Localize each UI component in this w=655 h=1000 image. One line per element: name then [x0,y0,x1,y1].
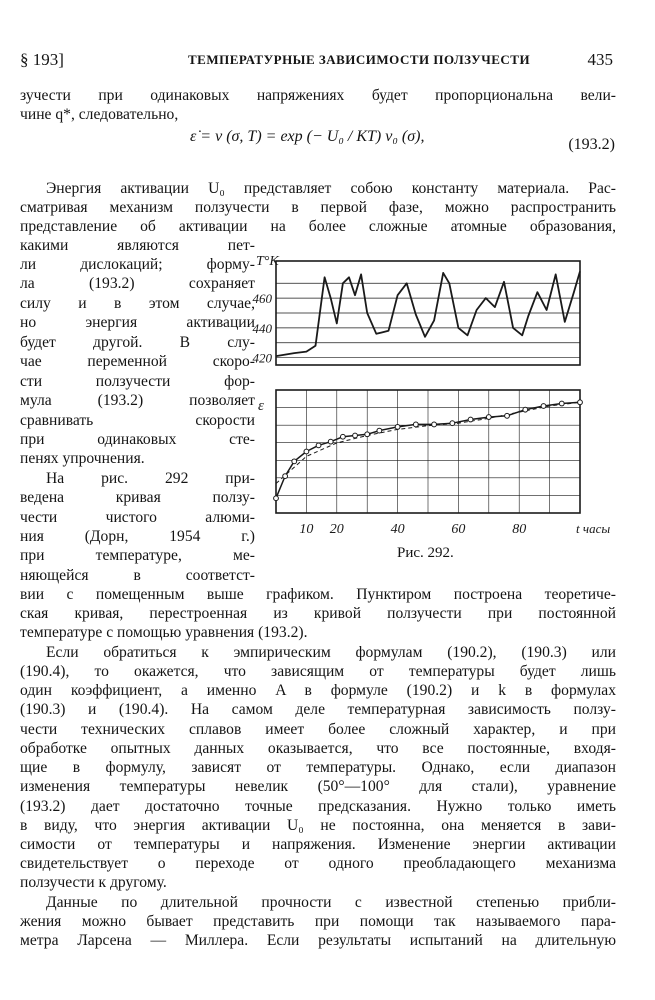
experimental-point [316,443,321,448]
para4-line: Данные по длительной прочности с известной степенью прибли- [46,894,616,911]
experimental-point [450,421,455,426]
side-line: чае переменной скоро- [20,353,255,370]
side-line: ведена кривая ползу- [20,489,255,506]
para2-line: вии с помещенным выше графиком. Пунктиром построена теоретиче- [20,586,616,603]
experimental-point [365,432,370,437]
side-line: при температуре, ме- [20,547,255,564]
side-line: какими являются пет- [20,237,255,254]
experimental-point [395,425,400,430]
para3-line: симости от температуры и напряжения. Изменение энергии активации [20,836,616,853]
experimental-point [328,439,333,444]
temp-tick-label: 440 [252,320,272,336]
side-line: ла (193.2) сохраняет [20,275,255,292]
temp-axis-label: T°K [256,254,279,269]
temp-tick-label: 460 [252,291,272,307]
experimental-point [292,459,297,464]
time-axis-label: t часы [576,521,611,536]
figure-292 [250,245,620,545]
para2-line: температуре с помощью уравнения (193.2). [20,624,308,641]
page-number: 435 [587,50,613,69]
para3-line: обработке опытных данных оказывается, что все постоянные, входя- [20,740,616,757]
running-header [20,50,613,72]
experimental-point [505,413,510,418]
running-title: ТЕМПЕРАТУРНЫЕ ЗАВИСИМОСТИ ПОЛЗУЧЕСТИ [188,52,531,67]
experimental-point [559,401,564,406]
para3-line: в виду, что энергия активации U₀ не постоянна, она меняется в зави- [20,817,616,834]
para3-line: изменения температуры невелик (50°—100° для стали), уравнение [20,778,616,795]
para3-line: один коэффициент, а именно A в формуле (190.2) и k в формулах [20,682,616,699]
temp-tick-label: 420 [252,350,272,366]
experimental-point [578,400,583,405]
time-tick-label: 80 [512,522,527,537]
experimental-point [274,496,279,501]
para1-line-3: представление об активации на более сложные атомные образования, [20,218,616,235]
experimental-point [486,415,491,420]
experimental-point [304,449,309,454]
experimental-point [283,474,288,479]
temperature-curve [276,271,580,356]
experimental-point [523,407,528,412]
side-line: ния (Дорн, 1954 г.) [20,528,255,545]
side-line: На рис. 292 при- [46,470,255,487]
equation-193-2: ε̇ = v (σ, T) = exp (− U₀ / KT) v₀ (σ), [190,128,425,145]
para4-line: жения можно бывает представить при помощи так называемого пара- [20,913,616,930]
para3-line: (190.3) и (190.4). На самом деле температурная зависимость ползу- [20,701,616,718]
experimental-point [541,404,546,409]
experimental-point [413,422,418,427]
para3-line: чести технических сплавов имеет более сложный характер, и при [20,721,616,738]
experimental-point [353,433,358,438]
para3-line: Если обратиться к эмпирическим формулам (190.2), (190.3) или [46,644,616,661]
intro-line-2: чине q*, следовательно, [20,106,179,123]
experimental-point [377,428,382,433]
side-line: ли дислокаций; форму- [20,256,255,273]
para4-line: метра Ларсена — Миллера. Если результаты испытаний на длительную [20,932,616,949]
side-line: мула (193.2) позволяет [20,392,255,409]
side-line: сти ползучести фор- [20,373,255,390]
strain-axis-label: ε [258,398,264,414]
para1-line-2: сматривая механизм ползучести в первой фазе, можно распространить [20,199,616,216]
section-number: § 193] [20,50,64,69]
experimental-point [432,422,437,427]
figure-caption: Рис. 292. [397,545,454,561]
time-tick-label: 10 [299,522,314,537]
side-line: силу и в этом случае, [20,295,255,312]
experimental-point [468,417,473,422]
para3-line: щие в формулу, зависят от температуры. Однако, если диапазон [20,759,616,776]
time-tick-label: 60 [451,522,466,537]
equation-number: (193.2) [568,136,615,153]
para3-line: свидетельствует о переходе от одного преобладающего механизма [20,855,616,872]
para1-line-1: Энергия активации U₀ представляет собою константу материала. Рас- [46,180,616,197]
para3-line: (190.4), то окажется, что зависящим от температуры будет лишь [20,663,616,680]
side-line: будет другой. В слу- [20,334,255,351]
time-tick-label: 40 [390,522,405,537]
side-line: сравнивать скорости [20,412,255,429]
para3-line: ползучести к другому. [20,874,167,891]
para2-line: ская кривая, перестроенная из кривой ползучести при постоянной [20,605,616,622]
intro-line-1: зучести при одинаковых напряжениях будет пропорциональна вели- [20,87,616,104]
side-line: няющейся в соответст- [20,567,255,584]
side-line: при одинаковых сте- [20,431,255,448]
para3-line: (193.2) дает достаточно точные предсказания. Нужно только иметь [20,798,616,815]
time-tick-label: 20 [329,522,344,537]
side-line: чести чистого алюми- [20,509,255,526]
experimental-point [340,434,345,439]
side-line: но энергия активации [20,314,255,331]
side-line: пенях упрочнения. [20,450,145,467]
